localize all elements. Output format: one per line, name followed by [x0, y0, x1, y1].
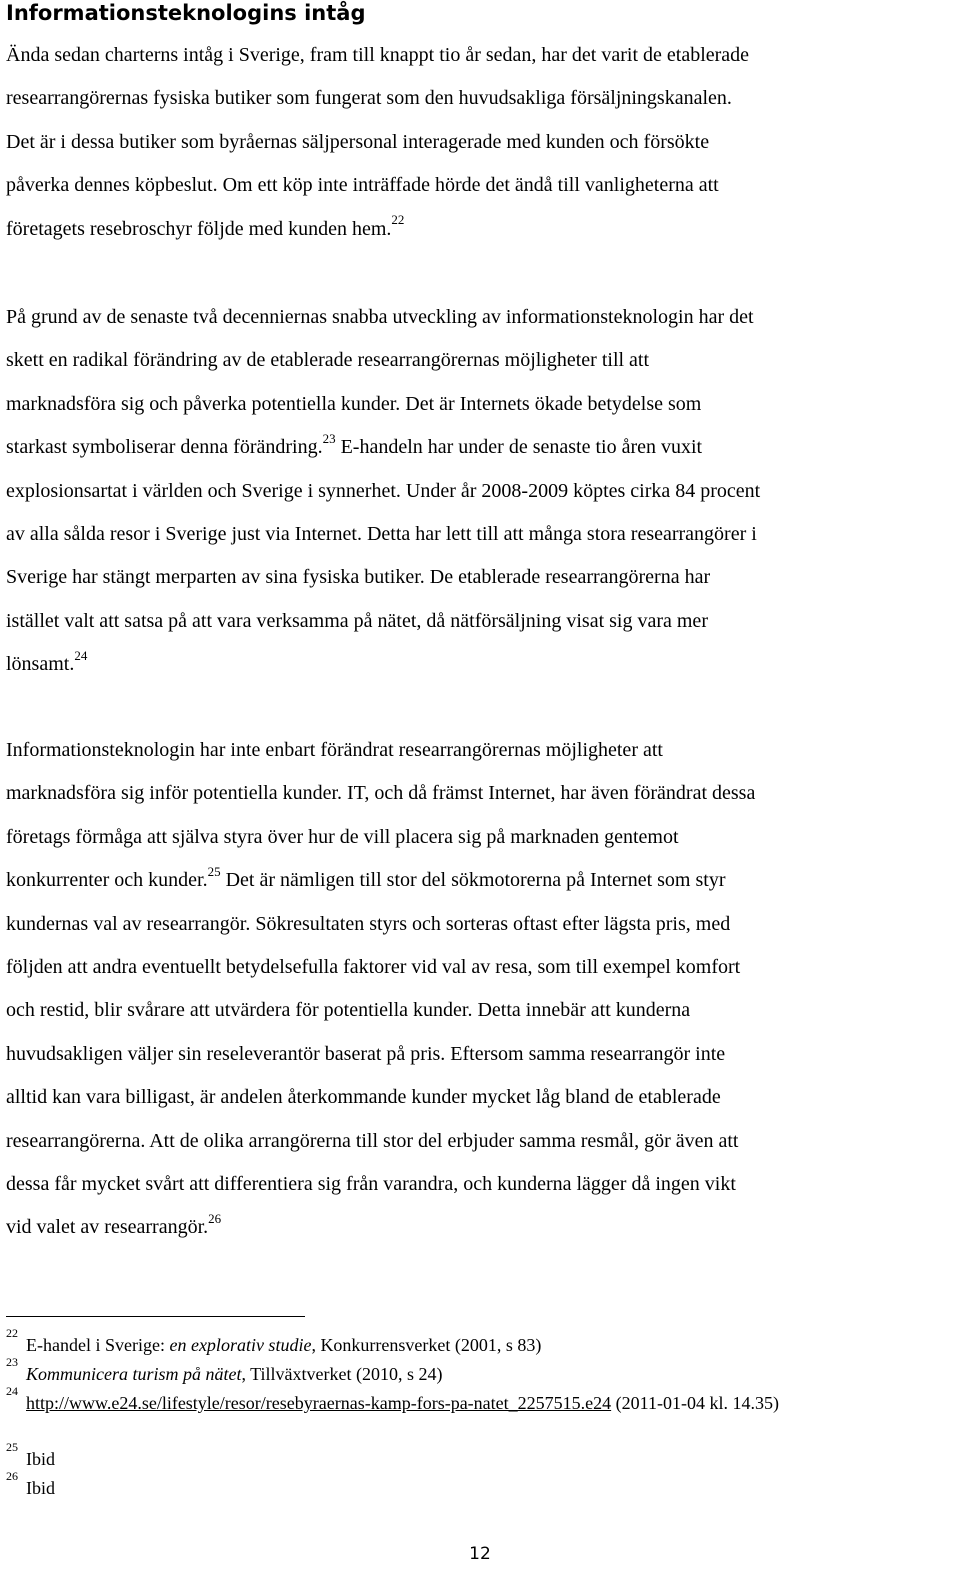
paragraph-line: Ända sedan charterns intåg i Sverige, fram till knappt tio år sedan, har det varit de etablerade	[6, 44, 750, 66]
paragraph-line: alltid kan vara billigast, är andelen återkommande kunder mycket låg bland de etablerade	[6, 1086, 721, 1109]
paragraph-3	[6, 729, 954, 1250]
paragraph-line: följden att andra eventuellt betydelsefulla faktorer vid val av resa, som till exempel komfort	[6, 956, 741, 979]
paragraph-line: starkast symboliserar denna förändring.	[6, 436, 323, 459]
footnote-text-part: , Konkurrensverket (2001, s 83)	[311, 1335, 542, 1355]
footnote-text	[26, 1364, 443, 1385]
paragraph-line: Det är nämligen till stor del sökmotorerna på Internet som styr	[220, 869, 726, 892]
footnote-text: Ibid	[26, 1449, 55, 1469]
paragraph-line: skett en radikal förändring av de etablerade researrangörernas möjligheter till att	[6, 349, 650, 372]
section-heading: Informationsteknologins intåg	[6, 1, 366, 25]
footnote-text-part: (2011-01-04 kl. 14.35)	[611, 1393, 779, 1413]
paragraph-line: Sverige har stängt merparten av sina fysiska butiker. De etablerade researrangörerna har	[6, 566, 711, 589]
paragraph-line: huvudsakligen väljer sin reseleverantör baserat på pris. Eftersom samma researrangör inte	[6, 1042, 726, 1065]
footnote-text	[26, 1393, 779, 1414]
paragraph-line: företags förmåga att själva styra över hur de vill placera sig på marknaden gentemot	[6, 825, 679, 848]
footnote-ref[interactable]: 25	[207, 863, 221, 879]
paragraph-line: istället valt att satsa på att vara verksamma på nätet, då nätförsäljning visat sig vara mer	[6, 609, 708, 632]
paragraph-line: av alla sålda resor i Sverige just via Internet. Detta har lett till att många stora researrangörer i	[6, 523, 757, 546]
footnote-separator	[6, 1316, 305, 1317]
paragraph-line: konkurrenter och kunder.	[6, 869, 208, 892]
paragraph-line: företagets resebroschyr följde med kunden hem.	[6, 217, 392, 240]
paragraph-line: researrangörernas fysiska butiker som fungerat som den huvudsakliga försäljningskanalen.	[6, 87, 732, 110]
paragraph-line: påverka dennes köpbeslut. Om ett köp inte inträffade hörde det ändå till vanligheterna att	[6, 174, 719, 197]
footnote-number: 26	[6, 1469, 18, 1483]
footnote-number: 22	[6, 1326, 18, 1340]
footnote-ref[interactable]: 24	[74, 647, 88, 663]
footnote-italic-title: en explorativ studie	[169, 1335, 312, 1355]
footnote-number: 24	[6, 1384, 18, 1398]
paragraph-line: Informationsteknologin har inte enbart förändrat researrangörernas möjligheter att	[6, 739, 663, 761]
footnote-ref[interactable]: 26	[208, 1210, 222, 1226]
paragraph-line: och restid, blir svårare att utvärdera för potentiella kunder. Detta innebär att kunderna	[6, 999, 691, 1022]
paragraph-1	[6, 34, 954, 251]
paragraph-line: researrangörerna. Att de olika arrangörerna till stor del erbjuder samma resmål, gör även att	[6, 1129, 739, 1152]
paragraph-line: dessa får mycket svårt att differentiera sig från varandra, och kunderna lägger då ingen vikt	[6, 1173, 736, 1196]
footnote-ref[interactable]: 23	[322, 430, 336, 446]
paragraph-2	[6, 296, 954, 687]
footnote-text-part: E-handel i Sverige:	[26, 1335, 170, 1355]
paragraph-line: marknadsföra sig och påverka potentiella kunder. Det är Internets ökade betydelse som	[6, 392, 702, 415]
paragraph-line: kundernas val av researrangör. Sökresultaten styrs och sorteras oftast efter lägsta pris, med	[6, 912, 731, 935]
footnote-ref[interactable]: 22	[391, 211, 405, 227]
footnote-link[interactable]: http://www.e24.se/lifestyle/resor/resebyraernas-kamp-fors-pa-natet_2257515.e24	[26, 1393, 612, 1413]
paragraph-line: lönsamt.	[6, 653, 75, 676]
paragraph-line: marknadsföra sig inför potentiella kunder. IT, och då främst Internet, har även förändrat dessa	[6, 782, 756, 805]
paragraph-line: vid valet av researrangör.	[6, 1216, 209, 1239]
paragraph-line: På grund av de senaste två decenniernas snabba utveckling av informationsteknologin har det	[6, 306, 754, 328]
footnote-text	[26, 1335, 541, 1356]
footnote-italic-title: Kommunicera turism på nätet	[26, 1364, 242, 1384]
footnote-text: Ibid	[26, 1478, 55, 1498]
page-number: 12	[469, 1544, 491, 1564]
footnote-number: 25	[6, 1440, 18, 1454]
paragraph-line: E-handeln har under de senaste tio åren vuxit	[335, 436, 703, 459]
paragraph-line: explosionsartat i världen och Sverige i synnerhet. Under år 2008-2009 köptes cirka 84 procent	[6, 479, 761, 502]
footnote-text-part: , Tillväxtverket (2010, s 24)	[241, 1364, 443, 1384]
paragraph-line: Det är i dessa butiker som byråernas säljpersonal interagerade med kunden och försökte	[6, 130, 710, 153]
footnote-number: 23	[6, 1355, 18, 1369]
